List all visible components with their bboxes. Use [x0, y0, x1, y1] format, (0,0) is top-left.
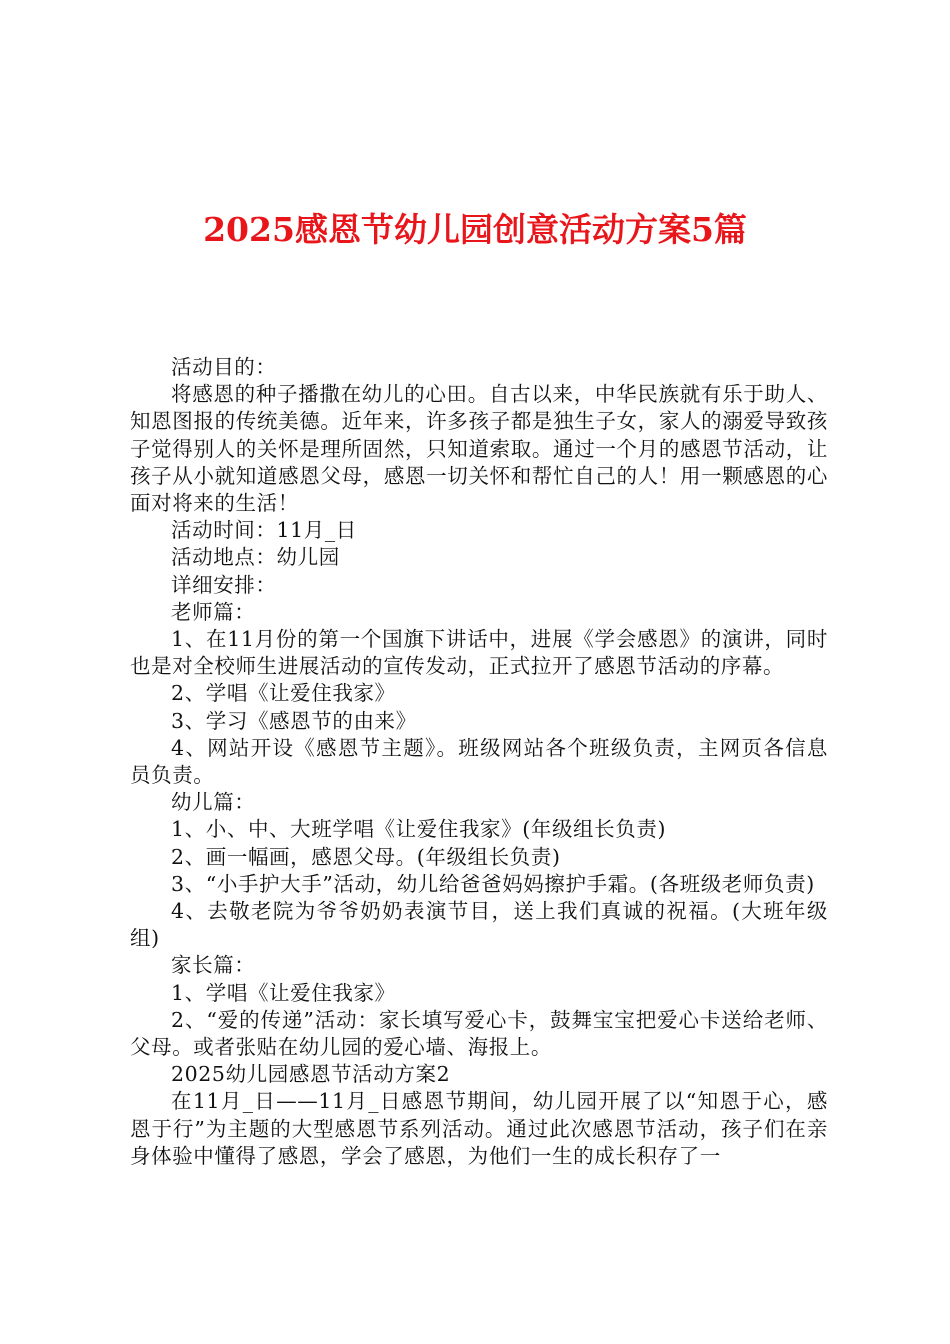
paragraph: 2、学唱《让爱住我家》	[171, 681, 396, 706]
paragraph: 1、小、中、大班学唱《让爱住我家》(年级组长负责)	[171, 817, 667, 842]
section-heading: 幼儿篇：	[171, 790, 256, 815]
section-heading: 老师篇：	[171, 599, 256, 624]
paragraph: 活动地点：幼儿园	[171, 545, 340, 570]
paragraph: 活动时间：11月_日	[171, 518, 357, 543]
paragraph: 3、“小手护大手”活动，幼儿给爸爸妈妈擦护手霜。(各班级老师负责)	[171, 871, 815, 896]
document-body	[130, 354, 828, 1170]
paragraph: 1、学唱《让爱住我家》	[171, 980, 396, 1005]
document-title: 2025感恩节幼儿园创意活动方案5篇	[203, 210, 747, 249]
paragraph: 活动目的：	[171, 355, 277, 379]
paragraph: 将感恩的种子播撒在幼儿的心田。自古以来，中华民族就有乐于助人、知恩图报的传统美德。近年来，许多孩子都是独生子女，家人的溺爱导致孩子觉得别人的关怀是理所固然，只知道索取。通过一个月的感恩节活动，让孩子从小就知道感恩父母，感恩一切关怀和帮忙自己的人！用一颗感恩的心面对将来的生活！	[130, 382, 828, 516]
paragraph: 3、学习《感恩节的由来》	[171, 708, 417, 733]
subsection-title: 2025幼儿园感恩节活动方案2	[171, 1062, 451, 1087]
paragraph: 4、网站开设《感恩节主题》。班级网站各个班级负责，主网页各信息员负责。	[130, 735, 828, 788]
paragraph: 2、画一幅画，感恩父母。(年级组长负责)	[171, 844, 561, 869]
paragraph: 2、“爱的传递”活动：家长填写爱心卡，鼓舞宝宝把爱心卡送给老师、父母。或者张贴在幼儿园的爱心墙、海报上。	[130, 1007, 828, 1060]
section-heading: 家长篇：	[171, 953, 256, 978]
paragraph: 4、去敬老院为爷爷奶奶表演节目，送上我们真诚的祝福。(大班年级组)	[130, 899, 828, 951]
paragraph: 详细安排：	[171, 572, 277, 597]
paragraph: 在11月_日——11月_日感恩节期间，幼儿园开展了以“知恩于心，感恩于行”为主题的大型感恩节系列活动。通过此次感恩节活动，孩子们在亲身体验中懂得了感恩，学会了感恩，为他们一生的成长积存了一	[130, 1089, 828, 1168]
paragraph: 1、在11月份的第一个国旗下讲话中，进展《学会感恩》的演讲，同时也是对全校师生进展活动的宣传发动，正式拉开了感恩节活动的序幕。	[130, 627, 828, 679]
